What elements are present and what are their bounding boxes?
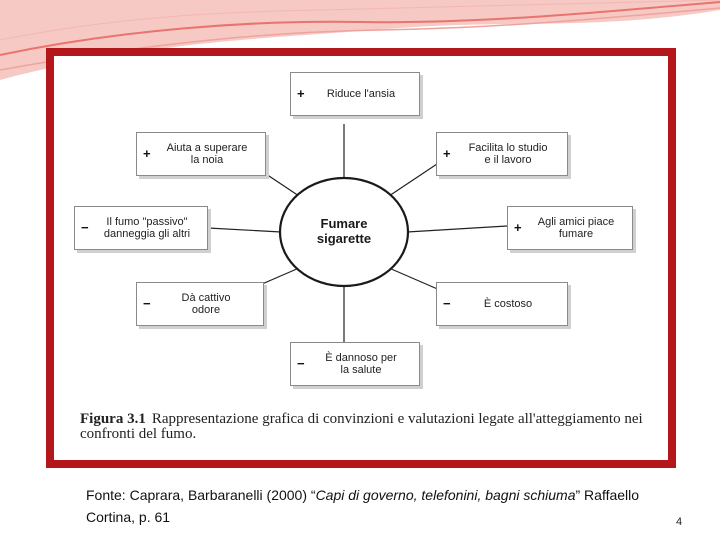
node-riduce-ansia	[290, 72, 420, 116]
connector-lines	[54, 56, 668, 460]
node-facilita-studio	[436, 132, 568, 176]
page-number: 4	[676, 516, 683, 528]
source-suffix: ” Raffaello Cortina, p. 61	[86, 487, 640, 525]
node-label: Agli amici piace fumare	[537, 216, 615, 240]
source-title: Capi di governo, telefonini, bagni schiuma	[315, 487, 576, 503]
caption-text: Rappresentazione grafica di convinzioni e valutazioni legate all'atteggiamento nei confronti del fumo.	[80, 411, 643, 442]
node-dannoso-salute	[290, 342, 420, 386]
node-label: Dà cattivo odore	[181, 292, 231, 316]
center-concept: Fumare sigarette	[316, 216, 372, 246]
node-superare-noia	[136, 132, 266, 176]
node-cattivo-odore	[136, 282, 264, 326]
node-label: Aiuta a superare la noia	[166, 142, 248, 166]
minus-sign: −	[297, 356, 305, 371]
plus-sign: +	[514, 220, 522, 235]
figure-caption	[80, 412, 660, 442]
source-prefix: Fonte: Caprara, Barbaranelli (2000) “	[86, 487, 316, 503]
figure-frame	[46, 48, 676, 468]
figure-label: Figura 3.1	[80, 411, 146, 427]
source-citation	[86, 484, 646, 528]
node-amici-piace	[507, 206, 633, 250]
node-costoso	[436, 282, 568, 326]
node-label: È dannoso per la salute	[325, 352, 397, 376]
plus-sign: +	[443, 146, 451, 161]
minus-sign: −	[81, 220, 89, 235]
node-label: È costoso	[483, 298, 533, 310]
minus-sign: −	[143, 296, 151, 311]
node-label: Il fumo "passivo" danneggia gli altri	[103, 216, 191, 240]
plus-sign: +	[297, 86, 305, 101]
node-fumo-passivo	[74, 206, 208, 250]
plus-sign: +	[143, 146, 151, 161]
minus-sign: −	[443, 296, 451, 311]
node-label: Facilita lo studio e il lavoro	[468, 142, 548, 166]
node-label: Riduce l'ansia	[326, 88, 396, 100]
